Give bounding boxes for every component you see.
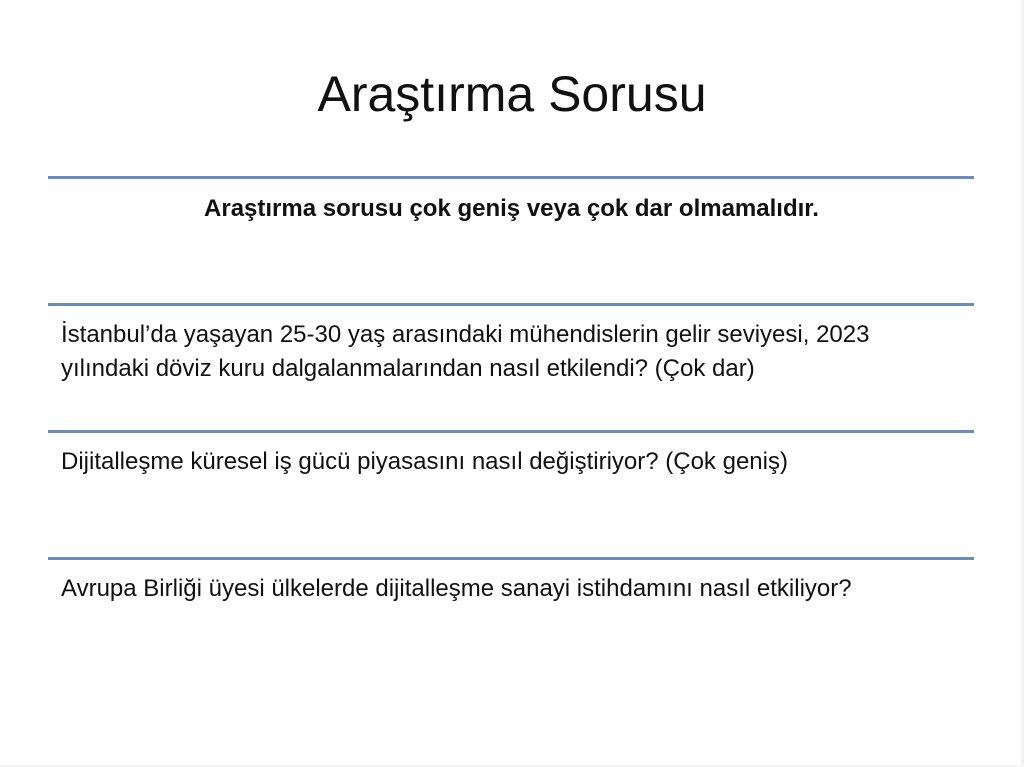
table-row-text: Avrupa Birliği üyesi ülkelerde dijitalleşme sanayi istihdamını nasıl etkiliyor? bbox=[61, 575, 852, 602]
table-row bbox=[48, 557, 974, 684]
question-table bbox=[48, 176, 974, 684]
table-header-text: Araştırma sorusu çok geniş veya çok dar olmamalıdır. bbox=[204, 195, 819, 222]
table-row-text: Dijitalleşme küresel iş gücü piyasasını nasıl değiştiriyor? (Çok geniş) bbox=[61, 448, 788, 475]
table-row-text: İstanbul’da yaşayan 25-30 yaş arasındaki mühendislerin gelir seviyesi, 2023 yılındaki döviz kuru dalgalanmalarından nasıl etkilendi? (Çok dar) bbox=[61, 321, 870, 382]
slide-title: Araştırma Sorusu bbox=[317, 66, 707, 122]
table-header-row bbox=[48, 176, 974, 303]
table-row bbox=[48, 430, 974, 557]
table-row bbox=[48, 303, 974, 430]
